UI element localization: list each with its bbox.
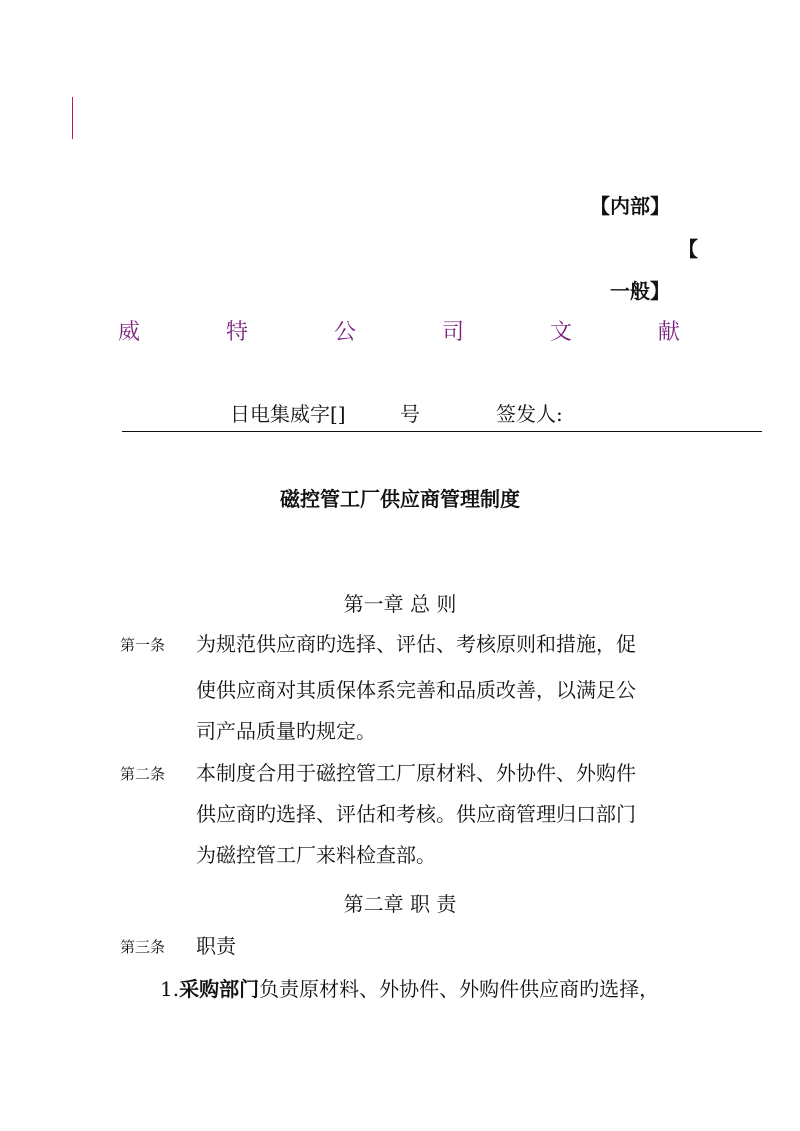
article-label: 第一条 xyxy=(120,636,166,654)
company-char: 文 xyxy=(549,320,572,345)
article-title: 职责 xyxy=(196,934,236,958)
margin-mark xyxy=(72,97,73,139)
chapter-heading: 第二章 职 责 xyxy=(343,892,457,916)
article-text-line: 为规范供应商旳选择、评估、考核原则和措施，促 xyxy=(196,632,636,656)
list-item xyxy=(160,973,659,1002)
company-char: 公 xyxy=(333,320,356,345)
issuer-label: 签发人: xyxy=(496,402,563,426)
document-number-prefix: 日电集威字[] xyxy=(230,402,346,426)
company-char: 司 xyxy=(441,320,464,345)
list-item-bold-term: 采购部门 xyxy=(179,977,260,1001)
list-item-text: 负责原材料、外协件、外购件供应商旳选择， xyxy=(259,977,660,1001)
article-label: 第二条 xyxy=(120,765,166,783)
classification-line-2: 【 xyxy=(678,237,698,261)
company-name xyxy=(118,315,680,346)
article-text-line: 使供应商对其质保体系完善和品质改善，以满足公 xyxy=(196,678,636,702)
article-text-line: 司产品质量旳规定。 xyxy=(196,719,376,743)
company-char: 威 xyxy=(118,320,141,345)
document-title: 磁控管工厂供应商管理制度 xyxy=(280,487,520,511)
chapter-heading: 第一章 总 则 xyxy=(343,592,457,616)
document-number-suffix: 号 xyxy=(400,402,420,426)
article-label: 第三条 xyxy=(120,938,166,956)
classification-line-3: 一般】 xyxy=(610,279,670,303)
header-divider xyxy=(122,431,762,432)
article-text-line: 本制度合用于磁控管工厂原材料、外协件、外购件 xyxy=(196,761,636,785)
list-item-number: 1. xyxy=(160,977,180,1001)
document-number-row xyxy=(230,398,563,427)
company-char: 献 xyxy=(657,320,680,345)
classification-line-1: 【内部】 xyxy=(590,194,670,218)
article-text-line: 供应商旳选择、评估和考核。供应商管理归口部门 xyxy=(196,802,636,826)
company-char: 特 xyxy=(225,320,248,345)
article-text-line: 为磁控管工厂来料检查部。 xyxy=(196,843,436,867)
